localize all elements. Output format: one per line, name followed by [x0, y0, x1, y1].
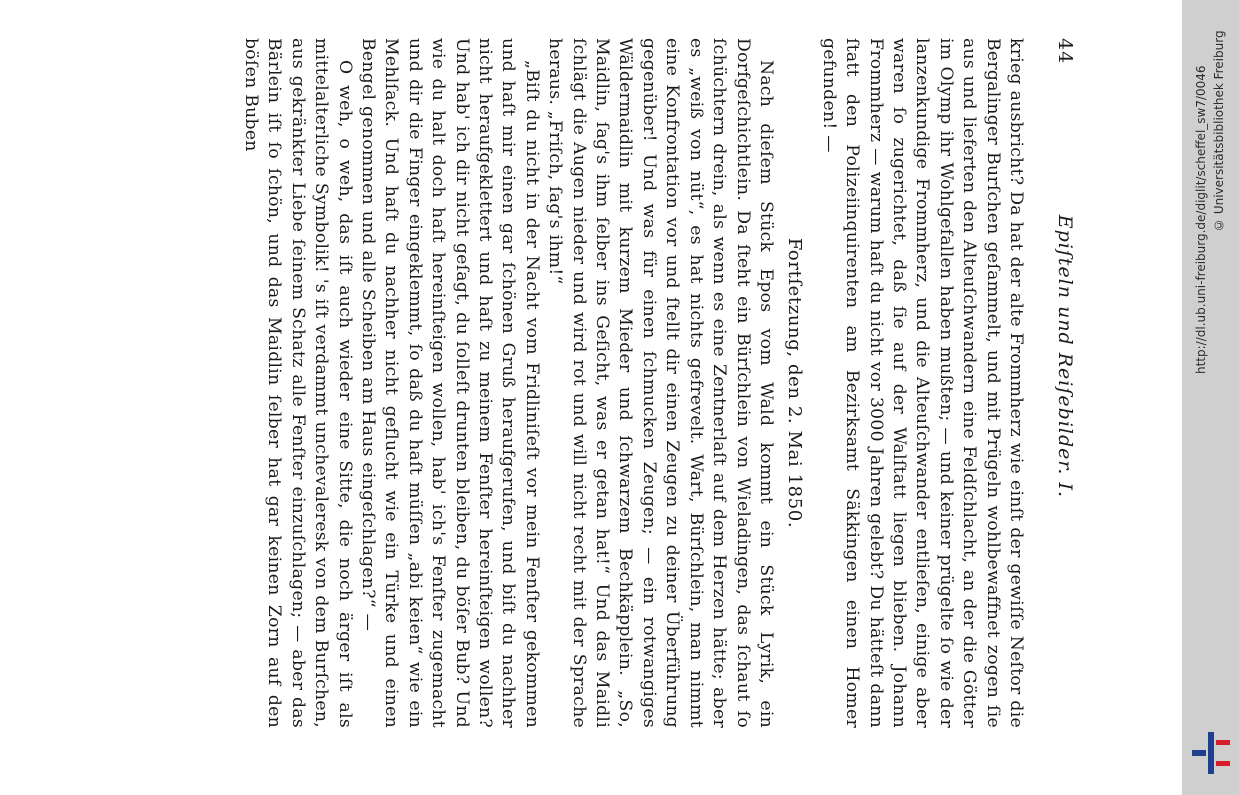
logo-bar-red-bottom	[1216, 761, 1230, 766]
section-heading: Fortſetzung, den 2. Mai 1850.	[784, 237, 806, 529]
paragraph: „Biſt du nicht in der Nacht vom Fridliniſeſt vor mein Fenſter gekommen und haſt mir einen gar ſchönen Gruß heraufgerufen, und biſt du nachher nicht heraufgeklettert und haſt zu meinem Fenſter hereinſteigen wollen? Und hab' ich dir nicht geſagt, du ſolleſt drunten bleiben, du böſer Bub? Und wie du halt doch haſt hereinſteigen wollen, hab' ich's Fenſter zugemacht und dir die Finger eingeklemmt, ſo daß du haſt müſſen „abi keien“ wie ein Mehlſack. Und haſt du nachher nicht geflucht wie ein Türke und einen Bengel genommen und alle Scheiben am Haus eingeſchlagen?“ —	[358, 38, 542, 728]
logo-bar-center	[1208, 732, 1214, 774]
page-content	[25, 38, 1085, 728]
paragraph: Nach dieſem Stück Epos vom Wald kommt ein Stück Lyrik, ein Dorfgeſchichtlein. Da ſteht ein Bürſchlein von Wieladingen, das ſchaut ſo ſchüchtern drein, als wenn es eine Zentnerlaſt auf dem Herzen hätte; aber es „weiß von nüt“, es hat nichts gefrevelt. Wart, Bürſchlein, man nimmt eine Konfrontation vor und ſtellt dir einen Zeugen zu deiner Überführung gegenüber! Und was für einen ſchmucken Zeugen; — ein rotwangiges Wäldermaidlin mit kurzem Mieder und ſchwarzem Bechkäpplein. „So, Maidlin, ſag's ihm ſelber ins Geſicht, was er getan hat!“ Und das Maidli ſchlägt die Augen nieder und wird rot und will nicht recht mit der Sprache heraus. „Friſch, ſag's ihm!“	[545, 38, 776, 728]
page-header	[1045, 38, 1085, 728]
source-url[interactable]: http://dl.ub.uni-freiburg.de/diglit/scheffel_sw7/0046	[1194, 65, 1208, 374]
library-logo-icon	[1190, 728, 1232, 778]
paragraph: krieg ausbricht? Da hat der alte Frommherz wie einſt der gewiſſe Neſtor die Bergalinger Burſchen geſammelt, und mit Prügeln wohlbewaffnet zogen ſie aus und lieferten den Alteuſchwandern eine Feldſchlacht, an der die Götter im Olymp ihr Wohlgefallen haben mußten; — und keiner prügelte ſo wie der lanzenkundige Frommherz, und die Alteuſchwander entlieſen, einige aber waren ſo zugerichtet, daß ſie auf der Walſtatt liegen blieben. Johann Frommherz — warum haſt du nicht vor 3000 Jahren gelebt? Du hätteſt dann ſtatt den Polizeiinquirenten am Bezirksamt Säkkingen einen Homer gefunden! —	[818, 38, 1026, 728]
running-title: Epiſteln und Reiſebilder. I.	[1054, 214, 1076, 498]
page-number: 44	[1054, 38, 1076, 65]
copyright-notice: © Universitätsbibliothek Freiburg	[1212, 30, 1226, 232]
body-text	[239, 38, 1027, 728]
source-sidebar	[1182, 0, 1239, 795]
logo-bar-red-top	[1216, 740, 1230, 745]
logo-bar-left	[1192, 750, 1206, 756]
paragraph: O weh, o weh, das iſt auch wieder eine Sitte, die noch ärger iſt als mittelalterliche Symbolik! 's iſt verdammt unchevaleresk von dem Burſchen, aus gekränkter Liebe ſeinem Schatz alle Fenſter einzuſchlagen; — aber das Bärlein iſt ſo ſchön, und das Maidlin ſelber hat gar keinen Zorn auf den böſen Buben	[241, 38, 355, 728]
